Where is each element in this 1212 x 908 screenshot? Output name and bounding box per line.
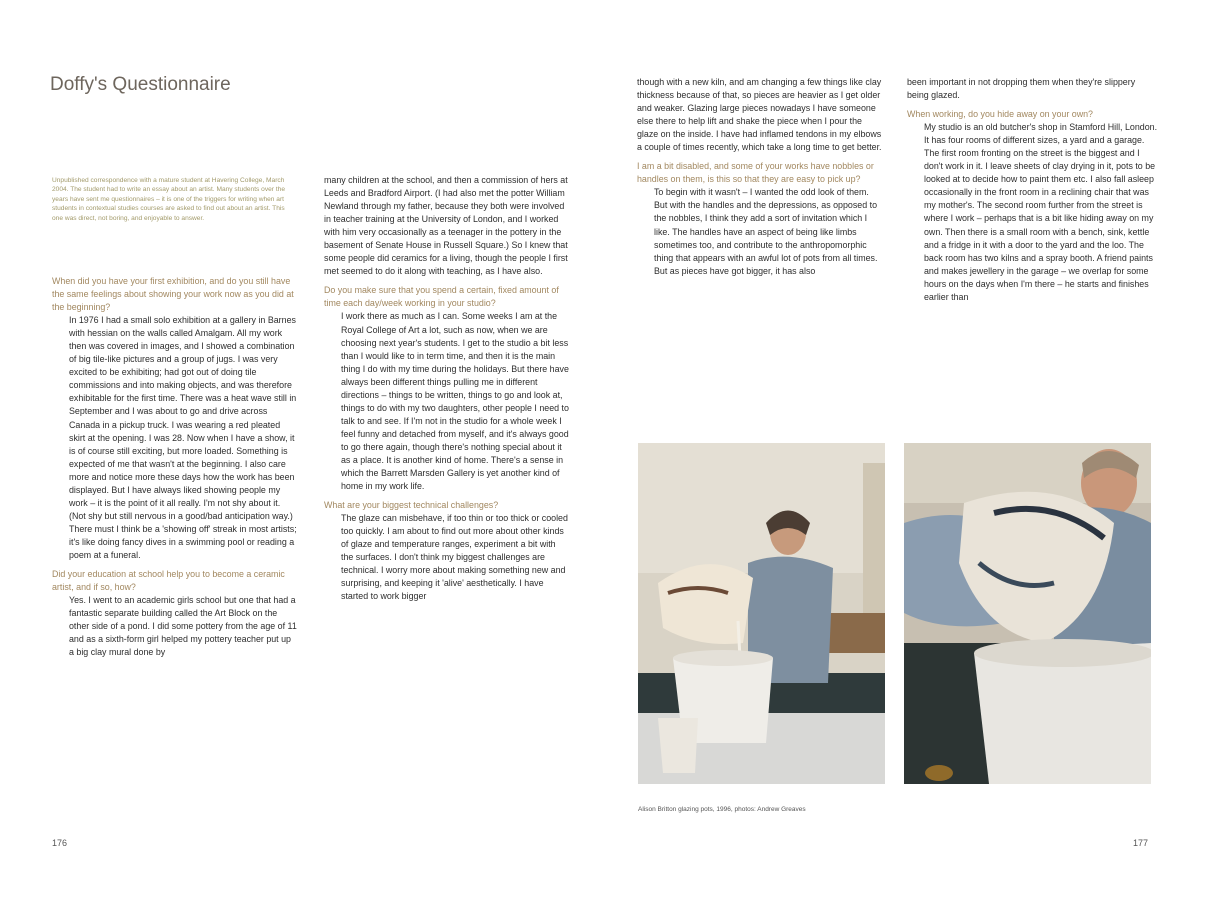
answer: The glaze can misbehave, if too thin or too thick or cooled too quickly. I am about to find out more about other kinds of glaze and temperature ranges, experiment a bit with the surfaces. I don't think my biggest challenges are technical. I worry more about making something new and surprising, and keeping it 'alive' aesthetically. I have started to work bigger xyxy=(341,513,568,602)
answer-continued: many children at the school, and then a commission of hers at Leeds and Bradford Airport. (I had also met the potter William Newland through my father, because they both were involved in teacher training at the University of London, and I worked with him very occasionally as a teenager in the pottery in the basement of Senate House in Russell Square.) So I knew that some people did ceramics for a living, though the people I first met seemed to do it along with teaching, as I have also. xyxy=(324,175,568,277)
question: Do you make sure that you spend a certain, fixed amount of time each day/week working in your studio? xyxy=(324,285,559,309)
answer: My studio is an old butcher's shop in Stamford Hill, London. It has four rooms of different sizes, a yard and a garage. The first room fronting on the street is the biggest and I don't work in it. I leave sheets of clay drying in it, pots to be looked at to decide how to paint them etc. I also fall asleep occasionally in the front room in a reclining chair that was my mother's. The second room further from the street is where I work – perhaps that is a bit like hiding away on my own. Then there is a small room with a bench, sink, kettle and a fridge in it with a door to the yard and the loo. The back room has two kilns and a spray booth. A friend paints and makes jewellery in the garage – we overlap for some hours on the days when I'm there – he starts and finishes earlier than xyxy=(924,122,1158,302)
text-column-2 xyxy=(324,174,570,610)
answer-continued: though with a new kiln, and am changing a few things like clay thickness because of that, so pieces are heavier as I get older and weaker. Glazing large pieces nowadays I have someone else there to help lift and shake the piece when I pour the glaze on the inside. I have had inflamed tendons in my elbows a couple of times recently, which take a long time to get better. xyxy=(637,77,882,153)
question: I am a bit disabled, and some of your works have nobbles or handles on them, is this so that they are easy to pick up? xyxy=(637,161,874,185)
answer: To begin with it wasn't – I wanted the odd look of them. But with the handles and the depressions, as opposed to the nobbles, I think they add a sort of invitation which I like. The handles have an aspect of being like limbs sometimes too, and contribute to the anthropomorphic thing that appears with an awful lot of pots from all times. But as pieces have got bigger, it has also xyxy=(654,187,878,276)
photo-illustration xyxy=(904,443,1151,784)
intro-note: Unpublished correspondence with a mature student at Havering College, March 2004. The student had to write an essay about an artist. Many students over the years have sent me questionnaires – it is one of the triggers for writing when art students in contextual studies courses are asked to find out about an artist. This one was direct, not boring, and enjoyable to answer. xyxy=(52,177,285,222)
answer-continued: been important in not dropping them when they're slippery being glazed. xyxy=(907,77,1136,101)
question: Did your education at school help you to become a ceramic artist, and if so, how? xyxy=(52,569,285,593)
question: When did you have your first exhibition, and do you still have the same feelings about showing your work now as you did at the beginning? xyxy=(52,276,294,313)
photo-glazing-pouring xyxy=(638,443,885,784)
answer: I work there as much as I can. Some weeks I am at the Royal College of Art a lot, such as now, when we are choosing next year's students. I get to the studio a bit less than I would like to in term time, and then it is the main thing I do with my time during the holidays. But there have always been different things pulling me in different directions – things to be written, things to go and look at, things to do with my two daughters, other people I need to talk to and see. If I'm not in the studio for a whole week I feel funny and detached from myself, and it's always good to go there again, though there's nothing special about it as a place. It is another kind of home. There's a sense in which the Barrett Marsden Gallery is yet another kind of home in my work life. xyxy=(341,311,569,492)
question: When working, do you hide away on your own? xyxy=(907,109,1093,120)
photo-glazing-closeup xyxy=(904,443,1151,784)
photo-illustration xyxy=(638,443,885,784)
answer: In 1976 I had a small solo exhibition at a gallery in Barnes with hessian on the walls called Amalgam. All my work then was covered in images, and I showed a combination of big tile-like pictures and a group of jugs. I was very excited to be exhibiting; had got out of doing tile commissions and into making objects, and was therefore exhibitable for the first time. There was a heat wave still in September and I was about to go and drive across Canada in a pickup truck. I was wearing a red pleated skirt at the opening. I was 28. Now when I have a show, it is of course still exciting, but more loaded. Something is expected of me that wasn't at the beginning. I also care more and notice more these days how the work has been displayed. But I have always liked showing people my work – it is the point of it all really. I'm not shy about it. (Not shy but still nervous in a good/bad anticipation way.) There must I think be a 'showing off' streak in most artists; it's like doing fancy dives in a swimming pool or reading a poem at a funeral. xyxy=(69,315,297,560)
text-column-1 xyxy=(52,275,298,665)
answer: Yes. I went to an academic girls school but one that had a fantastic separate building called the Art Block on the other side of a pond. I did some pottery from the age of 11 and as a sixth-form girl helped my pottery teacher put up a big clay mural done by xyxy=(69,595,297,658)
question: What are your biggest technical challenges? xyxy=(324,500,499,511)
photo-caption: Alison Britton glazing pots, 1996, photos: Andrew Greaves xyxy=(638,806,806,813)
page-number-left: 176 xyxy=(52,838,68,848)
text-column-3 xyxy=(637,76,883,284)
text-column-4 xyxy=(907,76,1159,310)
page-title: Doffy's Questionnaire xyxy=(50,74,231,95)
page-number-right: 177 xyxy=(1133,838,1149,848)
